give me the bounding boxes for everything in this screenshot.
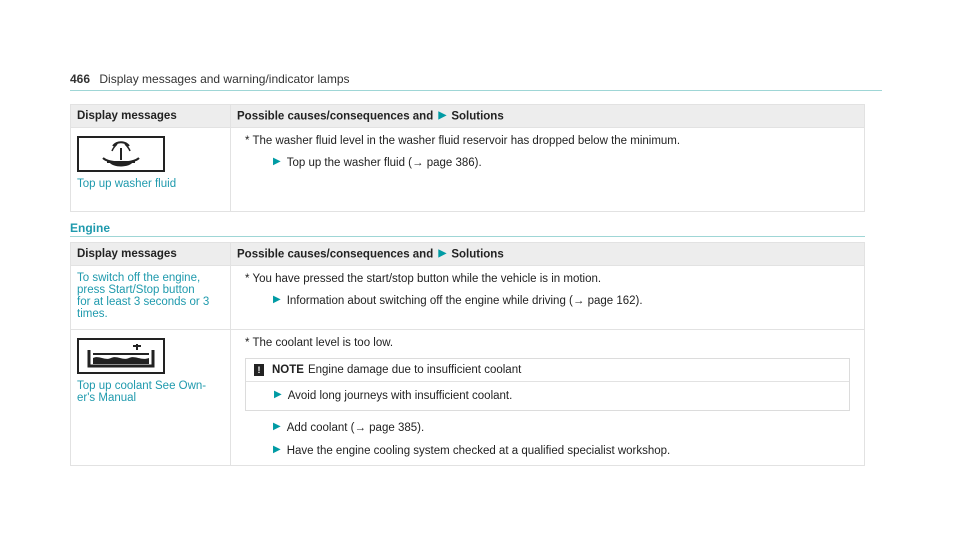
cause-text: * The coolant level is too low. <box>245 337 394 349</box>
section-divider <box>70 236 865 237</box>
table-row <box>71 128 865 212</box>
triangle-right-icon: ▶ <box>273 156 281 167</box>
coolant-level-icon <box>77 338 165 374</box>
table-row <box>71 266 865 330</box>
header-divider <box>70 90 882 91</box>
display-message-line: for at least 3 seconds or 3 <box>77 296 210 308</box>
triangle-right-icon: ▶ <box>274 389 282 400</box>
display-message-line: press Start/Stop button <box>77 284 195 296</box>
note-header <box>246 359 849 381</box>
display-message-cell <box>71 266 231 330</box>
column-header-causes-prefix: Possible causes/consequences and <box>237 248 434 261</box>
column-header-display-messages: Display messages <box>71 105 231 128</box>
solution-item <box>271 293 858 309</box>
triangle-right-icon: ▶ <box>438 247 447 259</box>
solution-item <box>271 155 858 171</box>
section-title: Engine <box>70 221 111 235</box>
washer-fluid-table <box>70 104 865 212</box>
column-header-causes <box>231 243 865 266</box>
table-header-row <box>71 243 865 266</box>
column-header-display-messages: Display messages <box>71 243 231 266</box>
column-header-causes-suffix: Solutions <box>451 110 504 123</box>
page-header-title: Display messages and warning/indicator lamps <box>99 72 350 86</box>
causes-cell <box>231 128 865 212</box>
page-number: 466 <box>70 72 91 86</box>
engine-table <box>70 242 865 466</box>
triangle-right-icon: ▶ <box>273 294 281 305</box>
note-box <box>245 358 850 411</box>
solution-text: Top up the washer fluid (→ page 386). <box>286 157 482 170</box>
column-header-causes <box>231 105 865 128</box>
washer-fluid-icon <box>77 136 165 172</box>
solution-item <box>271 443 858 459</box>
triangle-right-icon: ▶ <box>273 444 281 455</box>
display-message-line: To switch off the engine, <box>77 272 201 284</box>
note-title: NOTE <box>272 364 304 376</box>
display-message-cell <box>71 330 231 466</box>
display-message-text: Top up washer fluid <box>77 178 177 190</box>
table-row <box>71 330 865 466</box>
display-message-line: er's Manual <box>77 392 137 404</box>
column-header-causes-suffix: Solutions <box>451 248 504 261</box>
triangle-right-icon: ▶ <box>273 421 281 432</box>
solution-text: Add coolant (→ page 385). <box>286 422 425 435</box>
triangle-right-icon: ▶ <box>438 109 447 121</box>
solution-item <box>271 420 858 436</box>
cause-text: * You have pressed the start/stop button while the vehicle is in motion. <box>245 273 602 285</box>
display-message-line: times. <box>77 308 108 320</box>
cause-text: * The washer fluid level in the washer fluid reservoir has dropped below the minimum. <box>245 135 681 147</box>
solution-text: Information about switching off the engine while driving (→ page 162). <box>286 295 643 308</box>
note-action-text: Avoid long journeys with insufficient coolant. <box>287 390 513 403</box>
warning-icon: ! <box>254 364 264 376</box>
note-text: Engine damage due to insufficient coolant <box>307 364 522 376</box>
causes-cell <box>231 330 865 466</box>
note-action <box>246 381 849 410</box>
table-header-row <box>71 105 865 128</box>
page-header <box>70 72 350 86</box>
column-header-causes-prefix: Possible causes/consequences and <box>237 110 434 123</box>
display-message-line: Top up coolant See Own- <box>77 380 207 392</box>
solution-text: Have the engine cooling system checked at a qualified specialist workshop. <box>286 445 671 458</box>
causes-cell <box>231 266 865 330</box>
display-message-cell <box>71 128 231 212</box>
